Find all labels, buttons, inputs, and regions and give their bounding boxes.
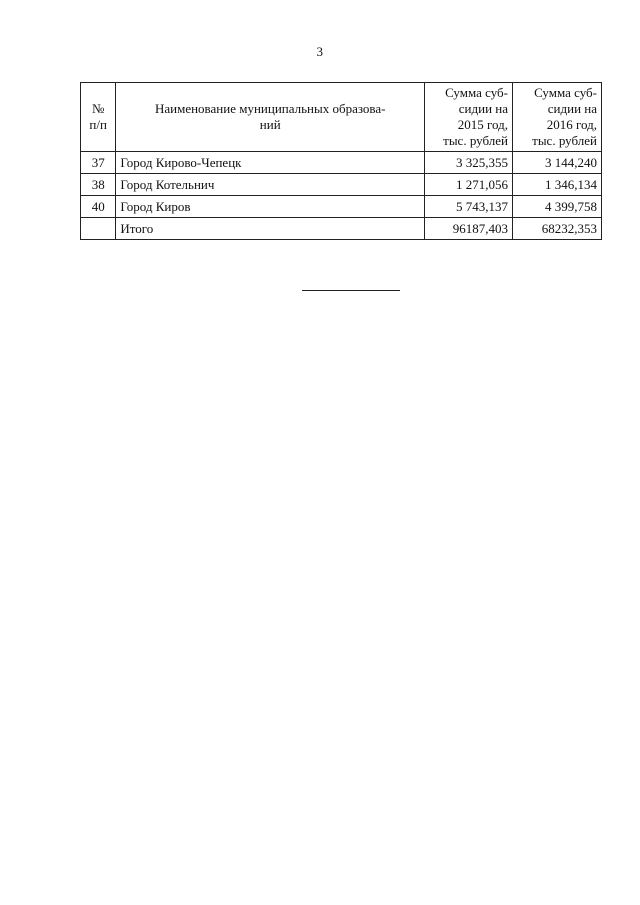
table-total-row [81, 218, 602, 240]
header-subsidy-2015-label: Сумма суб- сидии на 2015 год, тыс. рублей [443, 85, 508, 148]
total-subsidy-2015: 96187,403 [425, 218, 513, 240]
header-number-label: № п/п [89, 101, 107, 132]
table-row [81, 174, 602, 196]
header-municipality-label: Наименование муниципальных образова- ний [154, 101, 386, 132]
row-subsidy-2016: 1 346,134 [513, 174, 602, 196]
table-header-row [81, 83, 602, 152]
header-subsidy-2016-label: Сумма суб- сидии на 2016 год, тыс. рублей [532, 85, 597, 148]
header-subsidy-2016 [513, 83, 602, 152]
row-municipality: Город Киров [116, 196, 425, 218]
header-municipality [116, 83, 425, 152]
total-row-number [81, 218, 116, 240]
page-number: 3 [316, 44, 324, 59]
row-number: 37 [81, 152, 116, 174]
row-subsidy-2015: 1 271,056 [425, 174, 513, 196]
row-number: 38 [81, 174, 116, 196]
row-municipality: Город Котельнич [116, 174, 425, 196]
header-number [81, 83, 116, 152]
closing-divider-line [302, 290, 400, 291]
row-number: 40 [81, 196, 116, 218]
total-label: Итого [116, 218, 425, 240]
table-row [81, 152, 602, 174]
row-municipality: Город Кирово-Чепецк [116, 152, 425, 174]
subsidy-table [80, 82, 602, 240]
row-subsidy-2015: 3 325,355 [425, 152, 513, 174]
row-subsidy-2015: 5 743,137 [425, 196, 513, 218]
header-subsidy-2015 [425, 83, 513, 152]
table-row [81, 196, 602, 218]
row-subsidy-2016: 3 144,240 [513, 152, 602, 174]
row-subsidy-2016: 4 399,758 [513, 196, 602, 218]
total-subsidy-2016: 68232,353 [513, 218, 602, 240]
